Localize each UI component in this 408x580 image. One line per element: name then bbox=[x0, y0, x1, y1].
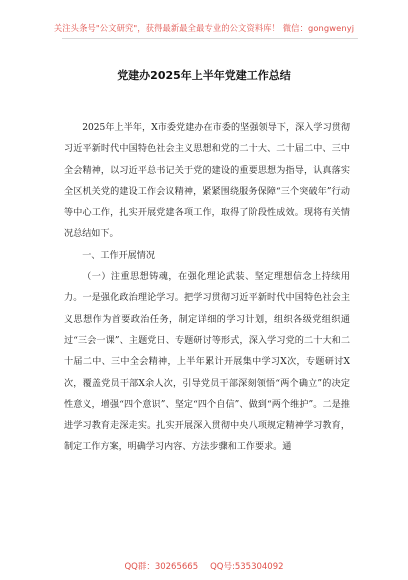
qq-group-number: QQ群：30265665 bbox=[124, 562, 199, 572]
promo-banner: 关注头条号"公文研究"，获得最新最全最专业的公文资料库！ 微信：gongwenyj bbox=[53, 23, 355, 33]
section-heading: 一、工作开展情况 bbox=[82, 250, 155, 261]
intro-paragraph: 2025年上半年，X市委党建办在市委的坚强领导下，深入学习贯彻习近平新时代中国特色社会主义思想和党的二十大、二十届二中、三中全会精神，以习近平总书记关于党的建设的重要思想为指导，认真落实全区机关党的建设工作会议精神，紧紧围绕服务保障“三个突破年”行动等中心工作，扎实开展党建各项工作，取得了阶段性成效。现将有关情况总结如下。 bbox=[64, 123, 350, 240]
header-divider bbox=[62, 38, 358, 39]
document-title: 党建办2025年上半年党建工作总结 bbox=[117, 69, 291, 82]
document-body bbox=[64, 118, 350, 459]
contact-footer bbox=[0, 560, 408, 572]
qq-number: QQ号:535304092 bbox=[210, 562, 284, 572]
body-paragraph: （一）注重思想铸魂，在强化理论武装、坚定理想信念上持续用力。一是强化政治理论学习。把学习贯彻习近平新时代中国特色社会主义思想作为首要政治任务，制定详细的学习计划，组织各级党组织通过“三会一课”、主题党日、专题研讨等形式，深入学习党的二十大和二十届二中、三中全会精神，上半年累计开展集中学习X次，专题研讨X次，覆盖党员干部X余人次，引导党员干部深刻领悟“两个确立”的决定性意义，增强“四个意识”、坚定“四个自信”、做到“两个维护”。二是推进学习教育走深走实。扎实开展深入贯彻中央八项规定精神学习教育，制定工作方案，明确学习内容、方法步骤和工作要求。通 bbox=[64, 272, 350, 453]
